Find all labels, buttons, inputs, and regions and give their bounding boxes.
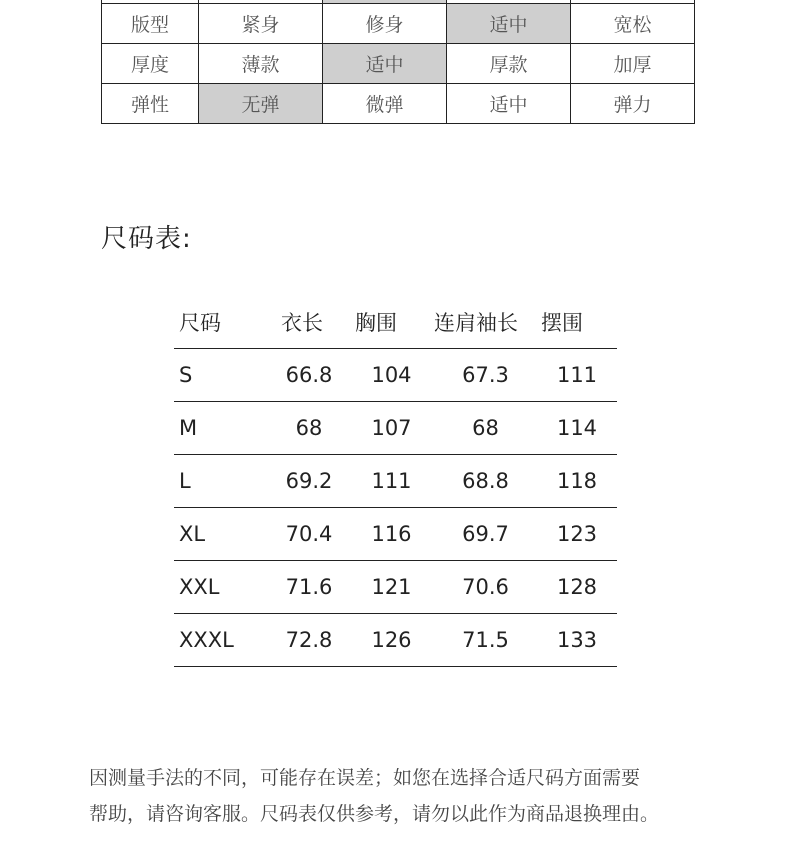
measurement-cell: 67.3: [434, 349, 537, 402]
attribute-option: 微弹: [323, 84, 447, 124]
attribute-label: 版型: [102, 4, 199, 44]
note-line-2: 帮助，请咨询客服。尺码表仅供参考，请勿以此作为商品退换理由。: [89, 803, 660, 825]
measurement-cell: 71.6: [269, 561, 349, 614]
size-note: [89, 760, 729, 832]
measurement-cell: 111: [349, 455, 434, 508]
header-hem: 摆围: [537, 296, 617, 349]
size-row: [174, 508, 617, 561]
measurement-cell: 126: [349, 614, 434, 667]
size-chart-table: [174, 296, 617, 667]
attribute-option: 修身: [323, 4, 447, 44]
size-label-cell: XXXL: [174, 614, 269, 667]
measurement-cell: 107: [349, 402, 434, 455]
measurement-cell: 128: [537, 561, 617, 614]
measurement-cell: 71.5: [434, 614, 537, 667]
note-line-1: 因测量手法的不同，可能存在误差；如您在选择合适尺码方面需要: [89, 767, 641, 789]
attribute-option: 加厚: [571, 44, 695, 84]
measurement-cell: 121: [349, 561, 434, 614]
measurement-cell: 111: [537, 349, 617, 402]
size-label-cell: M: [174, 402, 269, 455]
attribute-row: [102, 84, 695, 124]
measurement-cell: 118: [537, 455, 617, 508]
attribute-option-selected: 适中: [323, 44, 447, 84]
measurement-cell: 104: [349, 349, 434, 402]
measurement-cell: 70.4: [269, 508, 349, 561]
size-label-cell: XL: [174, 508, 269, 561]
measurement-cell: 116: [349, 508, 434, 561]
measurement-cell: 70.6: [434, 561, 537, 614]
header-chest: 胸围: [349, 296, 434, 349]
header-length: 衣长: [269, 296, 349, 349]
attribute-label: 厚度: [102, 44, 199, 84]
attribute-option-selected: 无弹: [199, 84, 323, 124]
attribute-option: 弹力: [571, 84, 695, 124]
size-row: [174, 455, 617, 508]
attribute-option: 厚款: [447, 44, 571, 84]
size-row: [174, 349, 617, 402]
attribute-row: [102, 4, 695, 44]
measurement-cell: 114: [537, 402, 617, 455]
measurement-cell: 133: [537, 614, 617, 667]
attribute-option: 紧身: [199, 4, 323, 44]
size-chart-header-row: [174, 296, 617, 349]
attribute-option-selected: 适中: [447, 4, 571, 44]
attribute-option: 薄款: [199, 44, 323, 84]
size-chart-heading: 尺码表:: [101, 224, 192, 254]
measurement-cell: 69.7: [434, 508, 537, 561]
measurement-cell: 68: [269, 402, 349, 455]
header-size: 尺码: [174, 296, 269, 349]
size-row: [174, 614, 617, 667]
measurement-cell: 69.2: [269, 455, 349, 508]
attribute-label: 弹性: [102, 84, 199, 124]
measurement-cell: 66.8: [269, 349, 349, 402]
attribute-table: [101, 0, 695, 124]
measurement-cell: 123: [537, 508, 617, 561]
header-sleeve: 连肩袖长: [434, 296, 537, 349]
size-row: [174, 561, 617, 614]
measurement-cell: 68.8: [434, 455, 537, 508]
attribute-option: 宽松: [571, 4, 695, 44]
size-label-cell: S: [174, 349, 269, 402]
attribute-row: [102, 44, 695, 84]
size-label-cell: L: [174, 455, 269, 508]
size-label-cell: XXL: [174, 561, 269, 614]
attribute-option: 适中: [447, 84, 571, 124]
measurement-cell: 68: [434, 402, 537, 455]
size-row: [174, 402, 617, 455]
measurement-cell: 72.8: [269, 614, 349, 667]
